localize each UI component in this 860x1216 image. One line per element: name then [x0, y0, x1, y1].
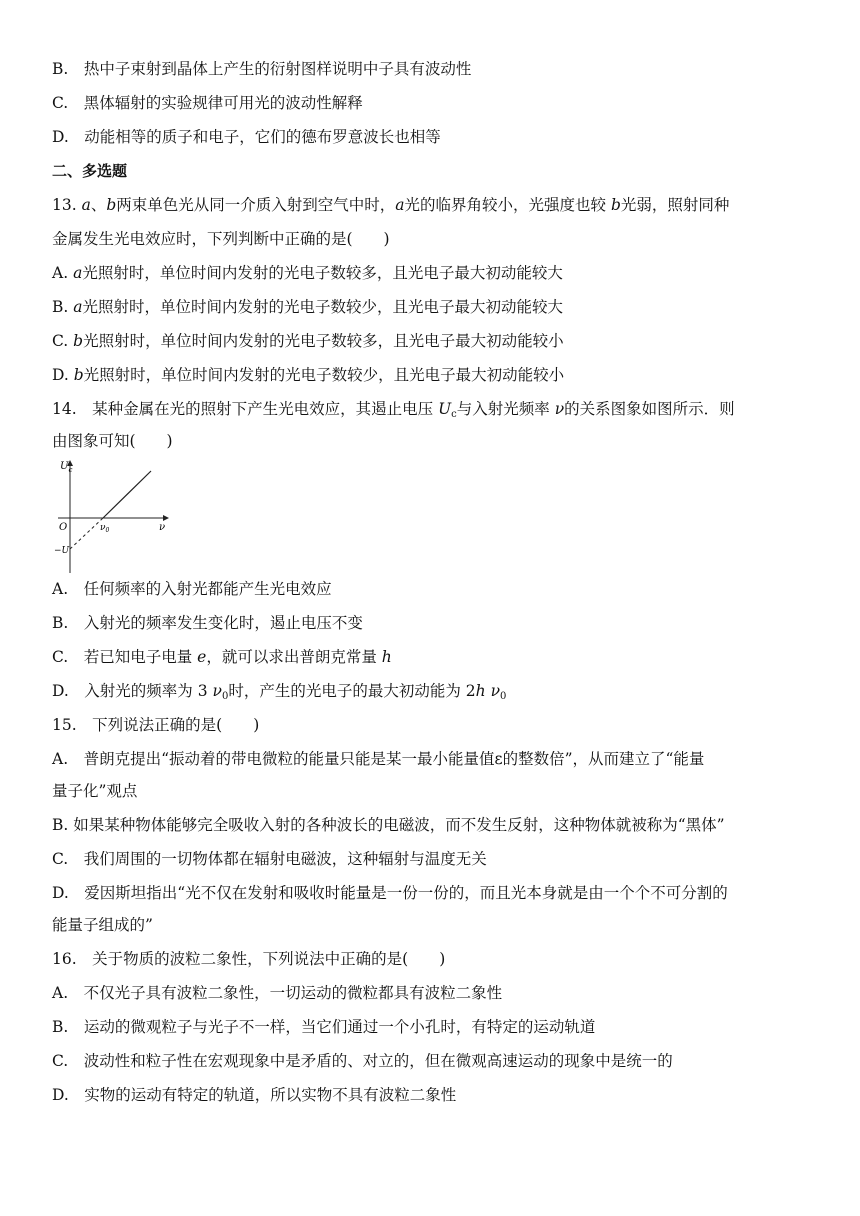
option-d-q13: D. b光照射时，单位时间内发射的光电子数较少，且光电子最大初动能较小 — [52, 366, 565, 384]
option-b-q16: B. 运动的微观粒子与光子不一样，当它们通过一个小孔时，有特定的运动轨道 — [52, 1018, 596, 1036]
option-d-q12: D. 动能相等的质子和电子，它们的德布罗意波长也相等 — [52, 128, 441, 146]
option-d-q16: D. 实物的运动有特定的轨道，所以实物不具有波粒二象性 — [52, 1086, 457, 1104]
minus-u-tick-label: −U — [54, 546, 70, 556]
option-c-q13: C. b光照射时，单位时间内发射的光电子数较多，且光电子最大初动能较小 — [52, 332, 564, 350]
option-a-q15-cont: 量子化”观点 — [52, 782, 138, 800]
nu0-tick-label: $\nu_0$ — [100, 523, 110, 534]
option-d-q15-cont: 能量子组成的” — [52, 916, 153, 934]
question-16-stem: 16. 关于物质的波粒二象性，下列说法中正确的是( ) — [52, 950, 446, 968]
option-a-q16: A. 不仅光子具有波粒二象性，一切运动的微粒都具有波粒二象性 — [52, 984, 503, 1002]
option-c-q15: C. 我们周围的一切物体都在辐射电磁波，这种辐射与温度无关 — [52, 850, 487, 868]
question-13-stem: 13. a、b两束单色光从同一介质入射到空气中时，a光的临界角较小，光强度也较 b光弱，照射同种 — [52, 196, 730, 214]
option-d-q14: D. 入射光的频率为 3 $\nu_0$时，产生的光电子的最大初动能为 2h $\nu_0$ — [52, 682, 507, 702]
option-c-q14: C. 若已知电子电量 e，就可以求出普朗克常量 h — [52, 648, 392, 666]
uc-line — [103, 471, 151, 518]
option-b-q14: B. 入射光的频率发生变化时，遏止电压不变 — [52, 614, 363, 632]
question-14-stem: 14. 某种金属在光的照射下产生光电效应，其遏止电压 $U_c$与入射光频率 ν的关系图象如图所示．则 — [52, 400, 735, 420]
option-b-q13: B. a光照射时，单位时间内发射的光电子数较少，且光电子最大初动能较大 — [52, 298, 564, 316]
option-c-q16: C. 波动性和粒子性在宏观现象中是矛盾的、对立的，但在微观高速运动的现象中是统一的 — [52, 1052, 673, 1070]
section-heading: 二、多选题 — [52, 162, 128, 180]
option-b-q15: B. 如果某种物体能够完全吸收入射的各种波长的电磁波，而不发生反射，这种物体就被称为“黑体” — [52, 816, 725, 834]
option-a-q14: A. 任何频率的入射光都能产生光电效应 — [52, 580, 332, 598]
y-axis-label: $U_c$ — [60, 461, 73, 474]
option-b-q12: B. 热中子束射到晶体上产生的衍射图样说明中子具有波动性 — [52, 60, 472, 78]
question-15-stem: 15. 下列说法正确的是( ) — [52, 716, 260, 734]
question-14-stem-cont: 由图象可知( ) — [52, 432, 173, 450]
uc-extrapolation — [70, 518, 103, 549]
option-c-q12: C. 黑体辐射的实验规律可用光的波动性解释 — [52, 94, 363, 112]
x-axis-label: ν — [159, 522, 166, 533]
origin-label: O — [59, 522, 68, 533]
question-13-stem-cont: 金属发生光电效应时，下列判断中正确的是( ) — [52, 230, 390, 248]
option-d-q15: D. 爱因斯坦指出“光不仅在发射和吸收时能量是一份一份的，而且光本身就是由一个个不可分割的 — [52, 884, 728, 902]
option-a-q13: A. a光照射时，单位时间内发射的光电子数较多，且光电子最大初动能较大 — [52, 264, 563, 282]
uc-frequency-graph — [54, 455, 172, 577]
option-a-q15: A. 普朗克提出“振动着的带电微粒的能量只能是某一最小能量值ε的整数倍”，从而建立了“能量 — [52, 750, 705, 768]
